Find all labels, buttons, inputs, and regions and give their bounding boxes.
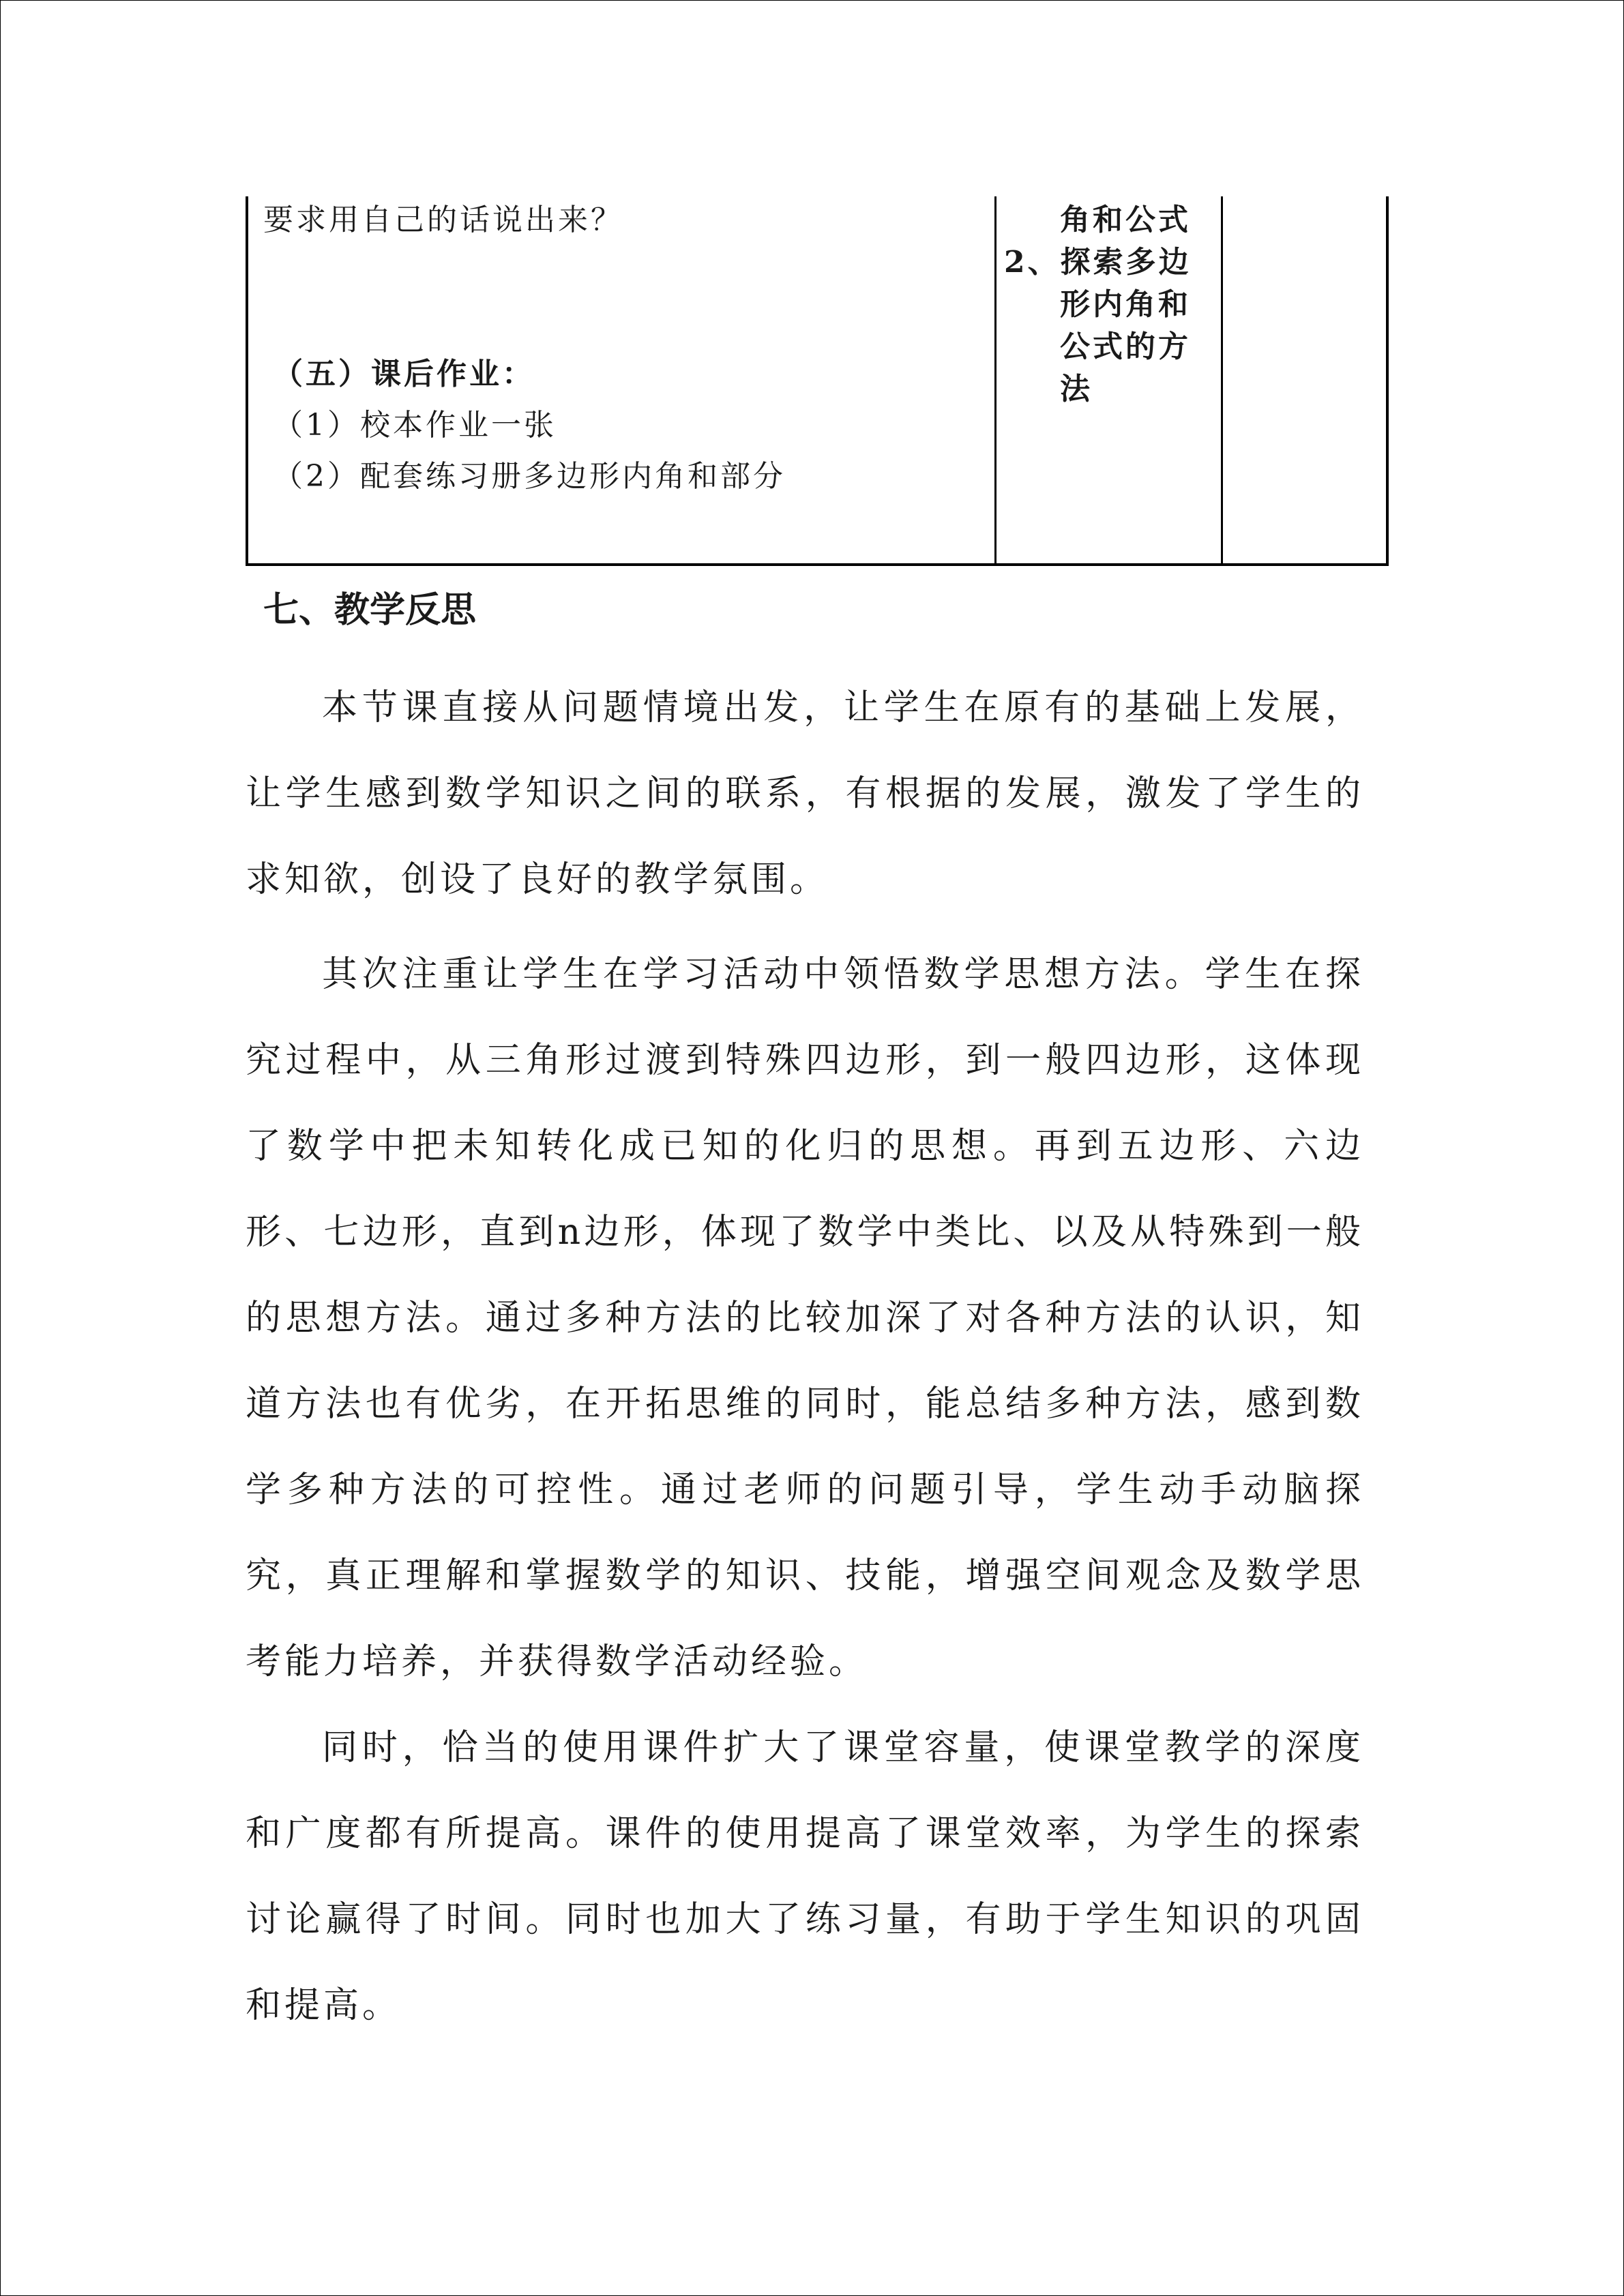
homework-item: （1）校本作业一张	[273, 408, 557, 443]
goal-line: 法	[1060, 372, 1093, 406]
table-question-text: 要求用自己的话说出来？	[263, 203, 623, 237]
goal-line: 公式的方	[1060, 329, 1191, 364]
section-title: 七、教学反思	[263, 590, 477, 631]
homework-item: （2）配套练习册多边形内角和部分	[273, 459, 786, 494]
homework-title: （五）课后作业：	[273, 357, 535, 391]
goal-line: 形内角和	[1060, 287, 1191, 322]
goal-line: 角和公式	[1060, 203, 1191, 237]
reflection-paragraph: 同时，恰当的使用课件扩大了课堂容量，使课堂教学的深度和广度都有所提高。课件的使用提高了课堂效率，为学生的探索讨论赢得了时间。同时也加大了练习量，有助于学生知识的巩固和提高。	[246, 1727, 1364, 2026]
lesson-table	[246, 196, 1389, 566]
reflection-paragraph: 本节课直接从问题情境出发，让学生在原有的基础上发展，让学生感到数学知识之间的联系，有根据的发展，激发了学生的求知欲，创设了良好的教学氛围。	[246, 687, 1364, 900]
table-column-divider	[1221, 196, 1223, 563]
table-column-divider	[994, 196, 996, 563]
goal-line: 2、探索多边	[1004, 245, 1192, 280]
reflection-paragraph: 其次注重让学生在学习活动中领悟数学思想方法。学生在探究过程中，从三角形过渡到特殊四边形，到一般四边形，这体现了数学中把未知转化成已知的化归的思想。再到五边形、六边形、七边形，直到n边形，体现了数学中类比、以及从特殊到一般的思想方法。通过多种方法的比较加深了对各种方法的认识，知道方法也有优劣，在开拓思维的同时，能总结多种方法，感到数学多种方法的可控性。通过老师的问题引导，学生动手动脑探究，真正理解和掌握数学的知识、技能，增强空间观念及数学思考能力培养，并获得数学活动经验。	[246, 954, 1364, 1682]
teaching-goal-cell	[1004, 199, 1192, 411]
